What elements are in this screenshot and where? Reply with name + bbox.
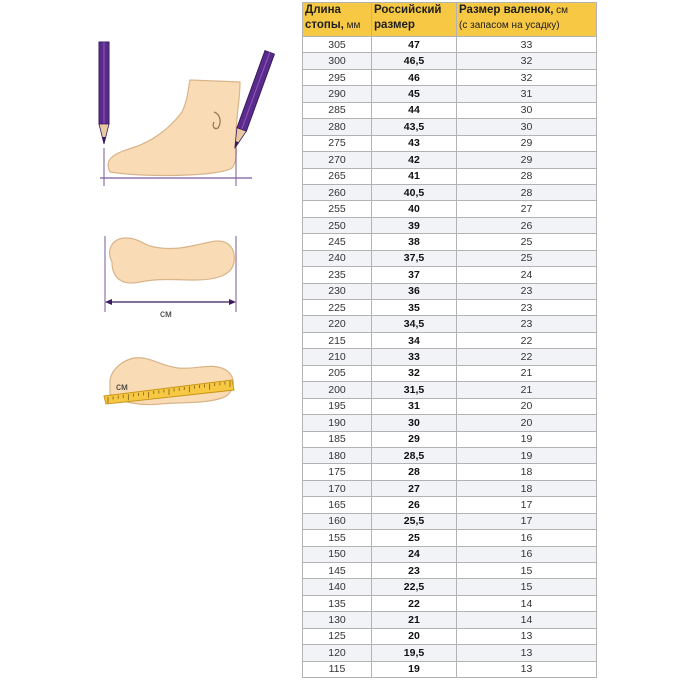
table-row xyxy=(303,447,597,463)
foot-length-cell: 185 xyxy=(303,431,372,447)
table-row xyxy=(303,250,597,266)
valenki-size-cell: 13 xyxy=(457,645,597,661)
foot-length-cell: 155 xyxy=(303,530,372,546)
foot-length-cell: 130 xyxy=(303,612,372,628)
foot-length-cell: 250 xyxy=(303,217,372,233)
valenki-size-cell: 30 xyxy=(457,119,597,135)
russian-size-cell: 39 xyxy=(372,217,457,233)
foot-length-cell: 275 xyxy=(303,135,372,151)
table-row xyxy=(303,349,597,365)
russian-size-cell: 22 xyxy=(372,595,457,611)
table-row xyxy=(303,201,597,217)
valenki-size-cell: 13 xyxy=(457,661,597,677)
foot-length-cell: 120 xyxy=(303,645,372,661)
valenki-size-cell: 31 xyxy=(457,86,597,102)
table-row xyxy=(303,316,597,332)
header-valenki-size: Размер валенок, см (с запасом на усадку) xyxy=(457,3,597,37)
foot-length-cell: 140 xyxy=(303,579,372,595)
foot-length-cell: 215 xyxy=(303,332,372,348)
valenki-size-cell: 20 xyxy=(457,398,597,414)
foot-side-view xyxy=(100,80,252,186)
valenki-size-cell: 29 xyxy=(457,135,597,151)
russian-size-cell: 28,5 xyxy=(372,447,457,463)
header-foot-length: Длина стопы, мм xyxy=(303,3,372,37)
foot-length-cell: 165 xyxy=(303,497,372,513)
table-row xyxy=(303,595,597,611)
table-header-row xyxy=(303,3,597,37)
table-row xyxy=(303,184,597,200)
foot-length-cell: 200 xyxy=(303,382,372,398)
valenki-size-cell: 30 xyxy=(457,102,597,118)
foot-length-cell: 180 xyxy=(303,447,372,463)
valenki-size-cell: 25 xyxy=(457,234,597,250)
russian-size-cell: 27 xyxy=(372,480,457,496)
foot-length-cell: 175 xyxy=(303,464,372,480)
russian-size-cell: 43,5 xyxy=(372,119,457,135)
table-row xyxy=(303,217,597,233)
valenki-size-cell: 13 xyxy=(457,628,597,644)
russian-size-cell: 37,5 xyxy=(372,250,457,266)
table-body xyxy=(303,37,597,678)
table-row xyxy=(303,53,597,69)
russian-size-cell: 25 xyxy=(372,530,457,546)
valenki-size-cell: 22 xyxy=(457,349,597,365)
russian-size-cell: 19,5 xyxy=(372,645,457,661)
valenki-size-cell: 17 xyxy=(457,497,597,513)
foot-length-cell: 220 xyxy=(303,316,372,332)
russian-size-cell: 33 xyxy=(372,349,457,365)
foot-length-cell: 295 xyxy=(303,69,372,85)
foot-length-cell: 205 xyxy=(303,365,372,381)
russian-size-cell: 23 xyxy=(372,563,457,579)
russian-size-cell: 29 xyxy=(372,431,457,447)
valenki-size-cell: 17 xyxy=(457,513,597,529)
foot-length-cell: 300 xyxy=(303,53,372,69)
table-row xyxy=(303,234,597,250)
valenki-size-cell: 25 xyxy=(457,250,597,266)
table-row xyxy=(303,37,597,53)
table-row xyxy=(303,431,597,447)
foot-length-cell: 210 xyxy=(303,349,372,365)
russian-size-cell: 44 xyxy=(372,102,457,118)
valenki-size-cell: 33 xyxy=(457,37,597,53)
valenki-size-cell: 19 xyxy=(457,431,597,447)
russian-size-cell: 34,5 xyxy=(372,316,457,332)
valenki-size-cell: 23 xyxy=(457,300,597,316)
table-row xyxy=(303,628,597,644)
russian-size-cell: 34 xyxy=(372,332,457,348)
foot-length-cell: 225 xyxy=(303,300,372,316)
table-row xyxy=(303,530,597,546)
foot-width-label: см xyxy=(160,309,172,320)
table-row xyxy=(303,86,597,102)
russian-size-cell: 31,5 xyxy=(372,382,457,398)
table-row xyxy=(303,102,597,118)
russian-size-cell: 24 xyxy=(372,546,457,562)
russian-size-cell: 20 xyxy=(372,628,457,644)
russian-size-cell: 40,5 xyxy=(372,184,457,200)
foot-length-cell: 305 xyxy=(303,37,372,53)
foot-length-cell: 285 xyxy=(303,102,372,118)
valenki-size-cell: 29 xyxy=(457,152,597,168)
russian-size-cell: 36 xyxy=(372,283,457,299)
table-row xyxy=(303,283,597,299)
russian-size-cell: 35 xyxy=(372,300,457,316)
foot-length-cell: 170 xyxy=(303,480,372,496)
russian-size-cell: 37 xyxy=(372,267,457,283)
russian-size-cell: 19 xyxy=(372,661,457,677)
valenki-size-cell: 19 xyxy=(457,447,597,463)
table-row xyxy=(303,546,597,562)
valenki-size-cell: 26 xyxy=(457,217,597,233)
table-row xyxy=(303,513,597,529)
header-russian-size: Российский размер xyxy=(372,3,457,37)
russian-size-cell: 46,5 xyxy=(372,53,457,69)
valenki-size-cell: 27 xyxy=(457,201,597,217)
russian-size-cell: 45 xyxy=(372,86,457,102)
valenki-size-cell: 21 xyxy=(457,382,597,398)
valenki-size-cell: 16 xyxy=(457,546,597,562)
foot-length-cell: 190 xyxy=(303,415,372,431)
russian-size-cell: 21 xyxy=(372,612,457,628)
foot-length-cell: 245 xyxy=(303,234,372,250)
valenki-size-cell: 16 xyxy=(457,530,597,546)
foot-measurement-illustrations xyxy=(0,0,300,700)
table-row xyxy=(303,300,597,316)
valenki-size-cell: 18 xyxy=(457,464,597,480)
foot-top-view xyxy=(105,236,236,312)
valenki-size-cell: 32 xyxy=(457,69,597,85)
table-row xyxy=(303,415,597,431)
foot-length-cell: 235 xyxy=(303,267,372,283)
russian-size-cell: 47 xyxy=(372,37,457,53)
valenki-size-cell: 23 xyxy=(457,316,597,332)
russian-size-cell: 46 xyxy=(372,69,457,85)
valenki-size-cell: 18 xyxy=(457,480,597,496)
table-row xyxy=(303,119,597,135)
foot-length-cell: 260 xyxy=(303,184,372,200)
valenki-size-cell: 28 xyxy=(457,184,597,200)
table-row xyxy=(303,152,597,168)
table-row xyxy=(303,612,597,628)
foot-length-cell: 195 xyxy=(303,398,372,414)
table-row xyxy=(303,135,597,151)
valenki-size-cell: 15 xyxy=(457,579,597,595)
foot-length-cell: 150 xyxy=(303,546,372,562)
foot-length-cell: 255 xyxy=(303,201,372,217)
foot-length-cell: 265 xyxy=(303,168,372,184)
foot-length-cell: 115 xyxy=(303,661,372,677)
table-row xyxy=(303,382,597,398)
foot-length-cell: 240 xyxy=(303,250,372,266)
valenki-size-cell: 28 xyxy=(457,168,597,184)
foot-length-cell: 135 xyxy=(303,595,372,611)
valenki-size-cell: 15 xyxy=(457,563,597,579)
table-row xyxy=(303,267,597,283)
valenki-size-cell: 23 xyxy=(457,283,597,299)
valenki-size-cell: 14 xyxy=(457,595,597,611)
valenki-size-cell: 32 xyxy=(457,53,597,69)
valenki-size-cell: 14 xyxy=(457,612,597,628)
russian-size-cell: 38 xyxy=(372,234,457,250)
foot-length-label: см xyxy=(116,382,128,393)
russian-size-cell: 30 xyxy=(372,415,457,431)
foot-length-cell: 290 xyxy=(303,86,372,102)
foot-length-cell: 125 xyxy=(303,628,372,644)
russian-size-cell: 43 xyxy=(372,135,457,151)
table-row xyxy=(303,168,597,184)
table-row xyxy=(303,563,597,579)
table-row xyxy=(303,69,597,85)
table-row xyxy=(303,579,597,595)
size-table xyxy=(302,2,597,678)
russian-size-cell: 41 xyxy=(372,168,457,184)
foot-length-cell: 270 xyxy=(303,152,372,168)
table-row xyxy=(303,497,597,513)
russian-size-cell: 26 xyxy=(372,497,457,513)
russian-size-cell: 40 xyxy=(372,201,457,217)
russian-size-cell: 25,5 xyxy=(372,513,457,529)
foot-length-cell: 145 xyxy=(303,563,372,579)
table-row xyxy=(303,464,597,480)
russian-size-cell: 31 xyxy=(372,398,457,414)
table-row xyxy=(303,332,597,348)
russian-size-cell: 28 xyxy=(372,464,457,480)
valenki-size-cell: 20 xyxy=(457,415,597,431)
table-row xyxy=(303,365,597,381)
valenki-size-cell: 21 xyxy=(457,365,597,381)
foot-length-cell: 280 xyxy=(303,119,372,135)
table-row xyxy=(303,480,597,496)
foot-length-cell: 160 xyxy=(303,513,372,529)
table-row xyxy=(303,645,597,661)
table-row xyxy=(303,398,597,414)
russian-size-cell: 32 xyxy=(372,365,457,381)
russian-size-cell: 42 xyxy=(372,152,457,168)
pencil-left-icon xyxy=(99,42,109,144)
foot-length-cell: 230 xyxy=(303,283,372,299)
table-row xyxy=(303,661,597,677)
russian-size-cell: 22,5 xyxy=(372,579,457,595)
valenki-size-cell: 24 xyxy=(457,267,597,283)
valenki-size-cell: 22 xyxy=(457,332,597,348)
